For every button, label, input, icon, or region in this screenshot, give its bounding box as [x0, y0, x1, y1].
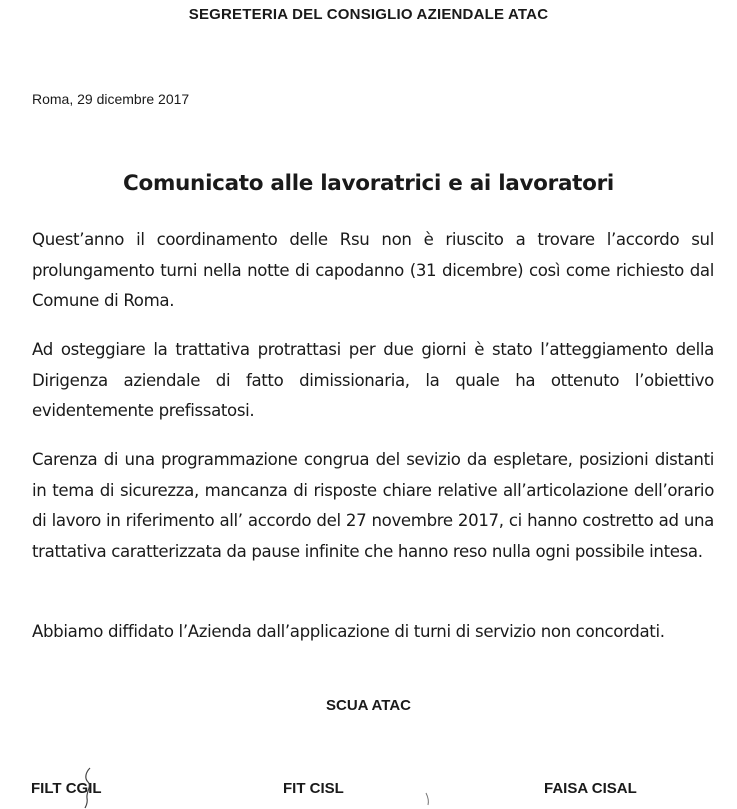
paragraph-4: Abbiamo diffidato l’Azienda dall’applicazione di turni di servizio non concordati. — [32, 622, 665, 641]
signature-block: SCUA ATAC — [326, 697, 411, 714]
paragraph-3: Carenza di una programmazione congrua del sevizio da espletare, posizioni distanti in tema di sicurezza, mancanza di risposte chiare relative all’articolazione dell’orario di lavoro in riferimento all’ accordo del 27 novembre 2017, ci hanno costretto ad una trattativa caratterizzata da pause infinite che hanno reso nulla ogni possibile intesa. — [32, 450, 714, 561]
header-title: SEGRETERIA DEL CONSIGLIO AZIENDALE ATAC — [188, 6, 549, 23]
handwritten-signature-mark — [78, 766, 98, 809]
pen-stroke-mark — [425, 792, 431, 806]
union-fit-cisl: FIT CISL — [283, 780, 344, 797]
document-title: Comunicato alle lavoratrici e ai lavoratori — [123, 171, 614, 196]
union-faisa-cisal: FAISA CISAL — [544, 780, 637, 797]
union-filt-cgil: FILT CGIL — [31, 780, 102, 797]
document-date: Roma, 29 dicembre 2017 — [32, 91, 190, 107]
paragraph-2: Ad osteggiare la trattativa protrattasi per due giorni è stato l’atteggiamento della Dirigenza aziendale di fatto dimissionaria, la quale ha ottenuto l’obiettivo evidentemente prefissatosi. — [32, 340, 714, 420]
paragraph-1: Quest’anno il coordinamento delle Rsu non è riuscito a trovare l’accordo sul prolungamento turni nella notte di capodanno (31 dicembre) così come richiesto dal Comune di Roma. — [32, 230, 714, 310]
